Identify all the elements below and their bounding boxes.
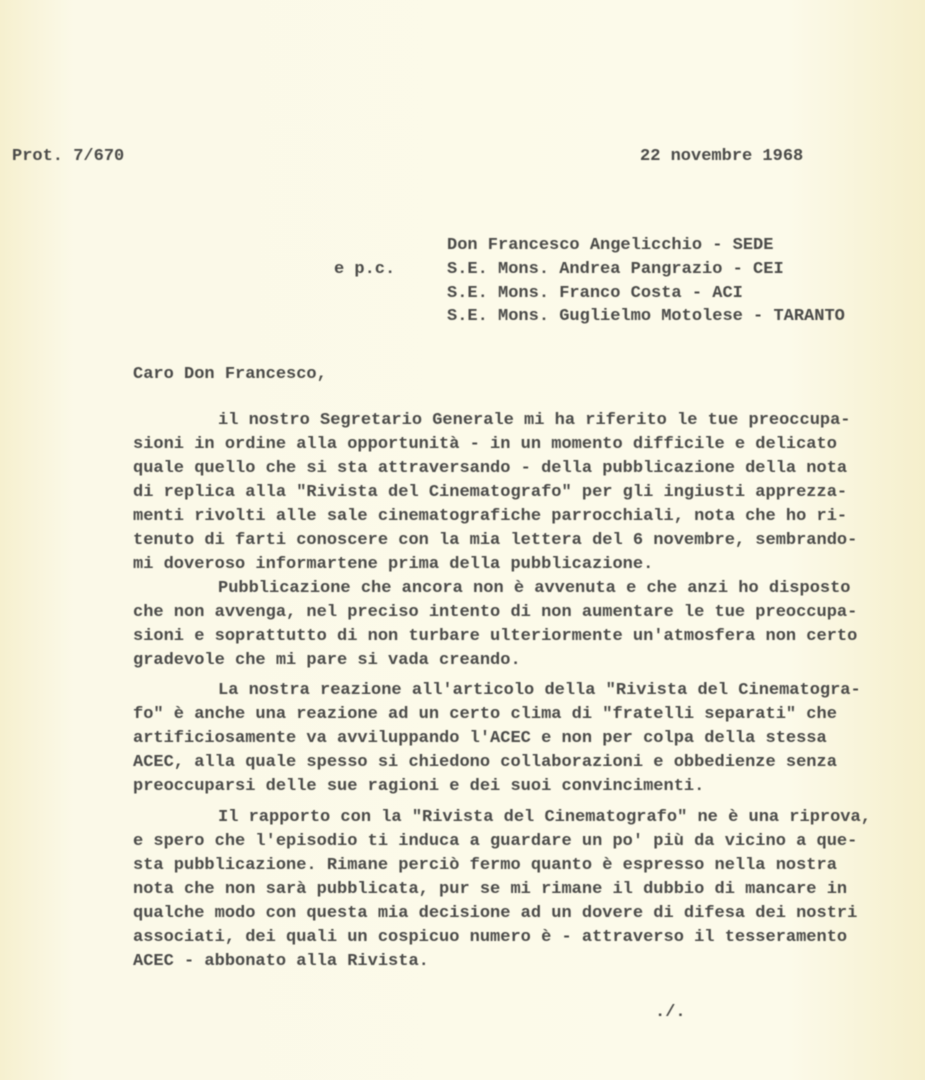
text-line: e spero che l'episodio ti induca a guardare un po' più da vicino a que-	[133, 832, 858, 851]
paragraph-4	[133, 806, 871, 974]
letter-date: 22 novembre 1968	[640, 147, 804, 166]
text-line: fo" è anche una reazione ad un certo clima di "fratelli separati" che	[133, 705, 837, 724]
salutation: Caro Don Francesco,	[133, 365, 327, 384]
cc-recipient: S.E. Mons. Andrea Pangrazio - CEI	[447, 260, 784, 279]
text-line: ACEC - abbonato alla Rivista.	[133, 952, 429, 971]
text-line: ACEC, alla quale spesso si chiedono collaborazioni e obbedienze senza	[133, 753, 837, 772]
paragraph-3	[133, 679, 861, 799]
text-line: menti rivolti alle sale cinematografiche parrocchiali, nota che ho ri-	[133, 507, 848, 526]
text-line: Pubblicazione che ancora non è avvenuta e che anzi ho disposto	[218, 579, 851, 598]
text-line: sioni in ordine alla opportunità - in un momento difficile e delicato	[133, 435, 837, 454]
text-line: mi doveroso informartene prima della pubblicazione.	[133, 555, 654, 574]
protocol-number: Prot. 7/670	[12, 147, 125, 166]
continuation-mark: ./.	[655, 1003, 686, 1022]
cc-label: e p.c.	[334, 260, 396, 279]
text-line: La nostra reazione all'articolo della "Rivista del Cinematogra-	[218, 681, 861, 700]
text-line: qualche modo con questa mia decisione ad un dovere di difesa dei nostri	[133, 904, 858, 923]
cc-recipient: S.E. Mons. Franco Costa - ACI	[447, 284, 743, 303]
cc-recipient: S.E. Mons. Guglielmo Motolese - TARANTO	[447, 307, 845, 326]
text-line: gradevole che mi pare si vada creando.	[133, 651, 521, 670]
text-line: il nostro Segretario Generale mi ha riferito le tue preoccupa-	[218, 411, 851, 430]
text-line: quale quello che si sta attraversando - della pubblicazione della nota	[133, 459, 848, 478]
text-line: preoccuparsi delle sue ragioni e dei suoi convincimenti.	[133, 777, 705, 796]
paragraph-1	[133, 409, 857, 577]
text-line: di replica alla "Rivista del Cinematografo" per gli ingiusti apprezza-	[133, 483, 848, 502]
text-line: nota che non sarà pubblicata, pur se mi rimane il dubbio di mancare in	[133, 880, 848, 899]
text-line: associati, dei quali un cospicuo numero è - attraverso il tesseramento	[133, 928, 848, 947]
text-line: artificiosamente va avviluppando l'ACEC e non per colpa della stessa	[133, 729, 827, 748]
paragraph-2	[133, 577, 857, 673]
text-line: sioni e soprattutto di non turbare ulteriormente un'atmosfera non certo	[133, 627, 858, 646]
recipient-primary: Don Francesco Angelicchio - SEDE	[447, 236, 774, 255]
text-line: sta pubblicazione. Rimane perciò fermo quanto è espresso nella nostra	[133, 856, 837, 875]
text-line: tenuto di farti conoscere con la mia lettera del 6 novembre, sembrando-	[133, 531, 858, 550]
text-line: che non avvenga, nel preciso intento di non aumentare le tue preoccupa-	[133, 603, 858, 622]
text-line: Il rapporto con la "Rivista del Cinematografo" ne è una riprova,	[218, 808, 871, 827]
